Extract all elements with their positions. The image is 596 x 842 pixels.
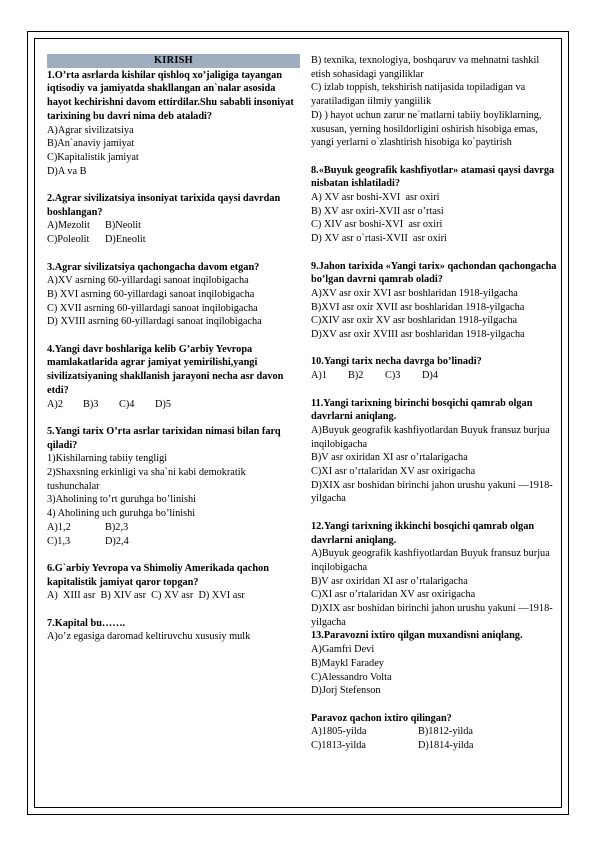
left-column — [47, 54, 299, 644]
question-4 — [47, 343, 299, 412]
question-stem: 1.O’rta asrlarda kishilar qishloq xo’jaligiga tayangan iqtisodiy va jamiyatda shakllangan an`nalar asosida hayot kechirishni davom ettirdilar.Shu sababli insoniyat tarixining bu davri nima deb ataladi? — [47, 69, 294, 122]
option-d: D)Jorj Stefenson — [311, 685, 381, 697]
option-c: C)Kapitalistik jamiyat — [47, 151, 139, 163]
question-6 — [47, 562, 299, 603]
option-d: D)Eneolit — [105, 234, 146, 246]
question-7 — [47, 617, 299, 644]
question-stem: Paravoz qachon ixtiro qilingan? — [311, 712, 452, 724]
option-a: A)XV asr oxir XVI asr boshlaridan 1918-yilgacha — [311, 287, 518, 299]
option-d: D) XV asr o`rtasi-XVII asr oxiri — [311, 233, 447, 245]
item-1: 1)Kishilarning tabiiy tengligi — [47, 453, 168, 465]
right-column — [311, 54, 558, 753]
question-10 — [311, 355, 558, 382]
option-d: D)XIX asr boshidan birinchi jahon urushu yakuni —1918-yilgacha — [311, 479, 553, 505]
question-stem: 6.G`arbiy Yevropa va Shimoliy Amerikada qachon kapitalistik jamiyat qaror topgan? — [47, 562, 269, 588]
option-b: B)Neolit — [105, 220, 142, 232]
option-b: B)2 — [348, 370, 364, 382]
option-c: C)1813-yilda — [311, 740, 366, 752]
option-b: B)1812-yilda — [418, 726, 473, 738]
option-b: B)V asr oxiridan XI asr o’rtalarigacha — [311, 452, 468, 464]
options-row — [311, 369, 558, 383]
option-d: D)4 — [422, 370, 439, 382]
option-a: A)o’z egasiga daromad keltiruvchu xususiy mulk — [47, 631, 251, 643]
question-stem: 13.Paravozni ixtiro qilgan muxandisni aniqlang. — [311, 630, 523, 642]
option-b: B)3 — [83, 398, 99, 410]
option-c: C)XI asr o’rtalaridan XV asr oxirigacha — [311, 589, 476, 601]
option-c: C)1,3 — [47, 535, 71, 547]
option-a: A)Buyuk geografik kashfiyotlardan Buyuk fransuz burjua inqilobigacha — [311, 548, 553, 573]
option-a: A)1,2 — [47, 521, 71, 533]
question-stem: 12.Yangi tarixning ikkinchi bosqichi qamrab olgan davrlarni aniqlang. — [311, 520, 535, 546]
option-c: C)Alessandro Volta — [311, 671, 392, 683]
question-5 — [47, 425, 299, 548]
question-stem: 7.Kapital bu……. — [47, 617, 126, 629]
question-9 — [311, 260, 558, 342]
options-grid — [47, 219, 299, 246]
question-stem: 2.Agrar sivilizatsiya insoniyat tarixida qaysi davrdan boshlangan? — [47, 193, 281, 218]
item-4: 4) Aholining uch guruhga bo’linishi — [47, 508, 196, 520]
option-d: D)A va B — [47, 165, 87, 177]
option-c: C)XI asr o’rtalaridan XV asr oxirigacha — [311, 466, 476, 478]
option-b: B)2,3 — [105, 521, 129, 533]
option-a: A)Mezolit — [47, 220, 90, 232]
option-b: B)XVI asr oxir XVII asr boshlaridan 1918-yilgacha — [311, 301, 525, 313]
option-b: B)Maykl Faradey — [311, 657, 384, 669]
question-2 — [47, 192, 299, 247]
question-stem: 11.Yangi tarixning birinchi bosqichi qamrab olgan davrlarni aniqlang. — [311, 397, 533, 423]
question-stem: 5.Yangi tarix O’rta asrlar tarixidan nimasi bilan farq qiladi? — [47, 425, 281, 451]
option-c: C) XVII asrning 60-yillardagi sanoat inqilobigacha — [47, 302, 258, 314]
options-grid — [47, 521, 299, 548]
option-c: C) izlab toppish, tekshirish natijasida topiladigan va yaratiladigan iilmiy yangiilik — [311, 82, 531, 108]
option-d: D)XIX asr boshidan birinchi jahon urushu yakuni —1918-yilgacha — [311, 603, 553, 628]
option-d: D) XVIII asrning 60-yillardagi sanoat inqilobigacha — [47, 316, 262, 328]
option-c: C) XIV asr boshi-XVI asr oxiri — [311, 219, 443, 231]
option-d: D)XV asr oxir XVIII asr boshlaridan 1918-yilgacha — [311, 329, 525, 341]
question-stem: 8.«Buyuk geografik kashfiyotlar» atamasi qaysi davrga nisbatan ishlatiladi? — [311, 164, 555, 190]
option-a: A)Agrar sivilizatsiya — [47, 124, 134, 136]
option-a: A)Gamfri Devi — [311, 644, 375, 656]
question-stem: 10.Yangi tarix necha davrga bo’linadi? — [311, 356, 482, 368]
question-stem: 4.Yangi davr boshlariga kelib G’arbiy Yevropa mamlakatlarida agrar jamiyat yemirilishi,yangi sivilizatsiyaning shakllanish jarayoni necha asr davon etdi? — [47, 343, 284, 396]
item-3: 3)Aholining to’rt guruhga bo’linishi — [47, 494, 197, 506]
option-d: D) ) hayot uchun zarur ne`matlarni tabiiy boyliklarning, xususan, yerning hosildorligini oshirish hisobiga emas, yangi yerlarni o`zlashtirish hisobiga ko`paytirish — [311, 109, 545, 149]
option-a: A)1 — [311, 370, 328, 382]
options-grid — [311, 725, 558, 752]
option-a: A)2 — [47, 398, 64, 410]
option-b: B)V asr oxiridan XI asr o’rtalarigacha — [311, 575, 468, 587]
option-b: B)An`anaviy jamiyat — [47, 138, 135, 150]
option-a: A) XV asr boshi-XVI asr oxiri — [311, 192, 440, 204]
question-11 — [311, 397, 558, 507]
question-13 — [311, 629, 558, 698]
question-stem: 3.Agrar sivilizatsiya qachongacha davom etgan? — [47, 261, 260, 273]
option-b: B) texnika, texnologiya, boshqaruv va mehnatni tashkil etish sohasidagi yangiliklar — [311, 55, 542, 80]
question-1 — [47, 69, 299, 179]
option-b: B) XV asr oxiri-XVII asr o’rtasi — [311, 205, 444, 217]
question-14 — [311, 712, 558, 753]
options-inline: A) XIII asr B) XIV asr C) XV asr D) XVI asr — [47, 590, 245, 602]
question-7-continued — [311, 54, 558, 150]
question-8 — [311, 164, 558, 246]
option-a: A)1805-yilda — [311, 726, 367, 738]
question-12 — [311, 520, 558, 630]
question-stem: 9.Jahon tarixida «Yangi tarix» qachondan qachongacha bo’lgan davrni qamrab oladi? — [311, 260, 557, 286]
item-2: 2)Shaxsning erkinligi va sha`ni kabi demokratik tushunchalar — [47, 467, 249, 492]
section-heading: KIRISH — [47, 54, 300, 68]
option-d: D)1814-yilda — [418, 740, 474, 752]
option-c: C)Poleolit — [47, 234, 90, 246]
option-c: C)4 — [119, 398, 135, 410]
option-c: C)XIV asr oxir XV asr boshlaridan 1918-yilgacha — [311, 315, 518, 327]
option-a: A)XV asrning 60-yillardagi sanoat inqilobigacha — [47, 275, 249, 287]
option-a: A)Buyuk geografik kashfiyotlardan Buyuk fransuz burjua inqilobigacha — [311, 424, 553, 450]
option-d: D)5 — [155, 398, 172, 410]
option-b: B) XVI asrning 60-yillardagi sanoat inqilobigacha — [47, 288, 255, 300]
option-d: D)2,4 — [105, 535, 129, 547]
question-3 — [47, 261, 299, 330]
options-row — [47, 398, 299, 412]
option-c: C)3 — [385, 370, 401, 382]
